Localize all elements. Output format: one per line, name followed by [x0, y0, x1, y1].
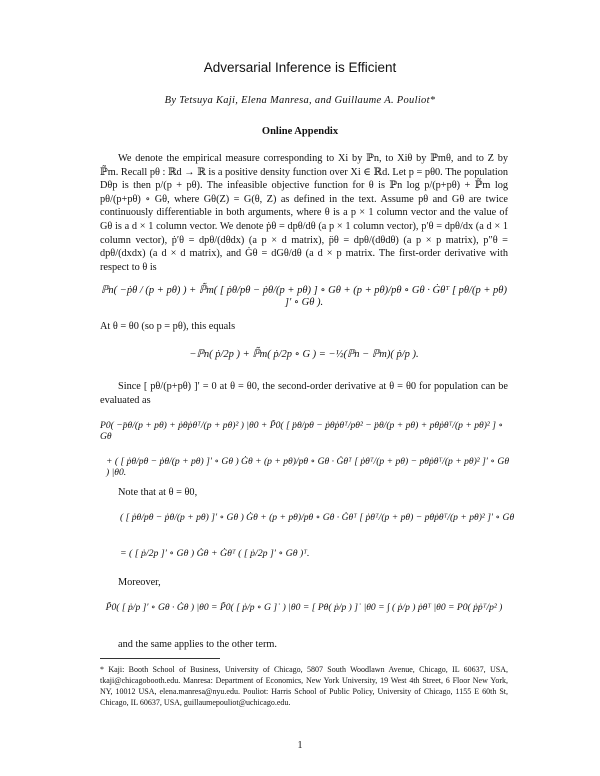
text-moreover: Moreover,: [118, 577, 161, 588]
text-same-applies: and the same applies to the other term.: [118, 639, 277, 650]
author-line: By Tetsuya Kaji, Elena Manresa, and Guillaume A. Pouliot*: [164, 95, 436, 106]
equation-at-theta0: −ℙn( ṗ/2p ) + ℙ̃m( ṗ/2p ∘ G ) = −½(ℙn − ℙm)( ṗ/p ).: [189, 349, 419, 360]
page-number: 1: [297, 740, 303, 751]
text-note: Note that at θ = θ0,: [118, 487, 198, 498]
equation-second-derivative-line2: + ( [ ṗθ/pθ − ṗθ/(p + pθ) ]′ ∘ Gθ ) Ġθ + (p + pθ)/pθ ∘ Gθ · Ġθᵀ [ ṗθᵀ/(p + pθ) − pθṗθᵀ/(p + pθ)² ]′ ∘ Gθ ) |θ0.: [106, 456, 510, 478]
paper-title: Adversarial Inference is Efficient: [203, 60, 397, 75]
equation-first-derivative: ℙn( −ṗθ / (p + pθ) ) + ℙ̃m( [ ṗθ/pθ − ṗθ/(p + pθ) ] ∘ Gθ + (p + pθ)/pθ ∘ Gθ · Ġθᵀ [ pθ/(p + pθ) ]′ ∘ Gθ ).: [101, 285, 507, 308]
footnote-rule: [100, 658, 220, 659]
equation-moreover: P̃0( [ ṗ/p ]′ ∘ Gθ · Ġθ ) |θ0 = P̃0( [ ṗ/p ∘ G ]˙ ) |θ0 = [ Pθ( ṗ/p ) ]˙ |θ0 = ∫ ( ṗ/p ) ṗθᵀ |θ0 = P0( ṗṗᵀ/p² ): [105, 602, 503, 613]
footnote: * Kaji: Booth School of Business, University of Chicago, 5807 South Woodlawn Avenue, Chicago, IL 60637, USA, tkaji@chicagobooth.edu. Manresa: Department of Economics, New York University, 19 West 4th Street, 6 Floor New York, NY, 10012 USA, elena.manresa@nyu.edu. Pouliot: Harris School of Public Policy, University of Chicago, 1155 E 60th St, Chicago, IL 60637, USA, guillaumepouliot@uchicago.edu.: [100, 665, 508, 707]
intro-paragraph: We denote the empirical measure corresponding to Xi by ℙn, to Xiθ by ℙmθ, and to Z by ℙ̃m. Recall pθ : ℝd → ℝ is a positive density function over Xi ∈ ℝd. Let p = pθ0. The population Dθp is then p/(p + pθ). The infeasible objective function for θ is ℙn log p/(p+pθ) + ℙ̃m log pθ/(p+pθ) ∘ Gθ, where Gθ(Z) = G(θ, Z) as defined in the text. Assume pθ and Gθ are twice continuously differentiable in both arguments, where θ is a p × 1 column vector and the value of Gθ is a d × 1 column vector. We denote ṗθ = dpθ/dθ (a p × 1 column vector), p′θ = dpθ/dx (a d × 1 column vector), ṗ′θ = dpθ/(dθdx) (a p × d matrix), p̈θ = dpθ/(dθdθ) (a p × p matrix), p″θ = dpθ/(dxdx) (a d × d matrix), and Ġθ = dGθ/dθ (a d × p matrix. The first-order derivative with respect to θ is: [100, 153, 508, 273]
equation-second-derivative-line1: P0( −p̈θ/(p + pθ) + ṗθṗθᵀ/(p + pθ)² ) |θ0 + P̃0( [ p̈θ/pθ − ṗθṗθᵀ/pθ² − p̈θ/(p + pθ) + pθṗθᵀ/(p + pθ)² ] ∘ Gθ: [100, 420, 504, 442]
equation-note-line2: = ( [ ṗ/2p ]′ ∘ Gθ ) Ġθ + Ġθᵀ ( [ ṗ/2p ]′ ∘ Gθ )ᵀ.: [120, 548, 310, 559]
equation-note-line1: ( [ ṗθ/pθ − ṗθ/(p + pθ) ]′ ∘ Gθ ) Ġθ + (p + pθ)/pθ ∘ Gθ · Ġθᵀ [ ṗθᵀ/(p + pθ) − pθṗθᵀ/(p + pθ)² ]′ ∘ Gθ: [120, 512, 515, 523]
section-heading: Online Appendix: [261, 126, 339, 137]
text-since: Since [ pθ/(p+pθ) ]′ = 0 at θ = θ0, the second-order derivative at θ = θ0 for population can be evaluated as: [100, 381, 508, 406]
text-at-theta0: At θ = θ0 (so p = pθ), this equals: [100, 321, 236, 332]
